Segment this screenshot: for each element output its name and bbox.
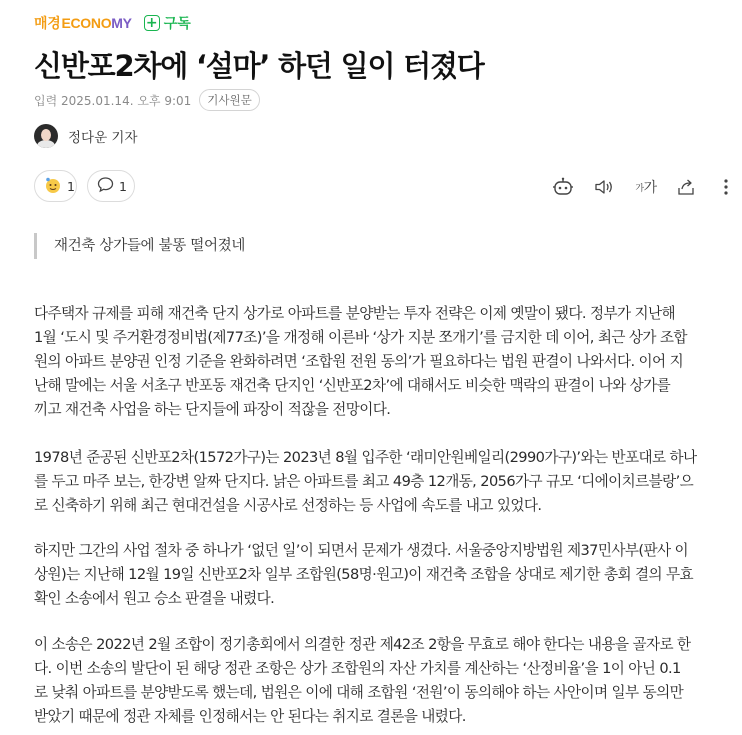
article-paragraph-4: [34, 633, 734, 729]
paragraph-line: 1월 ‘도시 및 주거환경정비법(제77조)’을 개정해 이른바 ‘상가 지분 쪼개기’를 금지한 데 이어, 최근 상가 조합: [34, 329, 687, 346]
logo-main: ECONO: [61, 15, 112, 31]
robot-icon: [552, 177, 574, 197]
font-size-small-label: 가: [635, 183, 644, 194]
speaker-icon: [594, 178, 614, 196]
summary-bot-button[interactable]: [551, 176, 575, 198]
ellipsis-icon: [723, 177, 729, 197]
paragraph-line: 이 소송은 2022년 2월 조합이 정기총회에서 의결한 정관 제42조 2항을 무효로 해야 한다는 내용을 골자로 한: [34, 636, 691, 653]
published-timestamp: 입력 2025.01.14. 오후 9:01: [34, 93, 192, 108]
paragraph-line: 확인 소송에서 원고 승소 판결을 내렸다.: [34, 590, 275, 607]
emoji-reaction-icon: [44, 176, 62, 197]
text-to-speech-button[interactable]: [592, 176, 616, 198]
reaction-count: 1: [67, 178, 75, 194]
logo-prefix: 매경: [34, 15, 61, 31]
comment-bubble-icon: [97, 176, 114, 196]
paragraph-line: 다. 이번 소송의 발단이 된 해당 정관 조항은 상가 조합원의 자산 가치를 계산하는 ‘산정비율’을 1이 아닌 0.1: [34, 660, 681, 677]
author-name: 정다운 기자: [68, 130, 138, 146]
paragraph-line: 끼고 재건축 사업을 하는 단지들에 파장이 적잖을 전망이다.: [34, 401, 391, 418]
article-title: 신반포2차에 ‘설마’ 하던 일이 터졌다: [34, 49, 484, 83]
subscribe-label: 구독: [163, 16, 191, 32]
article-paragraph-2: [34, 446, 734, 518]
author-row[interactable]: [34, 122, 138, 150]
more-options-button[interactable]: [714, 176, 738, 198]
paragraph-line: 난해 말에는 서울 서초구 반포동 재건축 단지인 ‘신반포2차’에 대해서도 비슷한 맥락의 판결이 나와 상가를: [34, 377, 671, 394]
reaction-button[interactable]: [34, 170, 77, 202]
subscribe-button[interactable]: [144, 13, 191, 33]
share-button[interactable]: [674, 176, 698, 198]
paragraph-line: 원의 아파트 분양권 인정 기준을 완화하려면 ‘조합원 전원 동의’가 필요하다는 법원 판결이 나와서다. 이어 지: [34, 353, 684, 370]
paragraph-line: 하지만 그간의 사업 절차 중 하나가 ‘없던 일’이 되면서 문제가 생겼다. 서울중앙지방법원 제37민사부(판사 이: [34, 542, 688, 559]
article-meta: [34, 89, 260, 111]
original-article-link[interactable]: 기사원문: [199, 89, 259, 111]
paragraph-line: 로 낮춰 아파트를 분양받도록 했는데, 법원은 이에 대해 조합원 ‘전원’이 동의해야 하는 사안이며 일부 동의만: [34, 684, 684, 701]
article-subheading: 재건축 상가들에 불똥 떨어졌네: [34, 233, 245, 259]
paragraph-line: 로 신축하기 위해 최근 현대건설을 시공사로 선정하는 등 사업에 속도를 내고 있었다.: [34, 497, 542, 514]
paragraph-line: 다주택자 규제를 피해 재건축 단지 상가로 아파트를 분양받는 투자 전략은 이제 옛말이 됐다. 정부가 지난해: [34, 305, 675, 322]
paragraph-line: 받았기 때문에 정관 자체를 인정해서는 안 된다는 취지로 결론을 내렸다.: [34, 708, 466, 725]
brand-row: [34, 12, 191, 34]
author-avatar: [34, 124, 58, 148]
article-paragraph-1: [34, 302, 734, 422]
logo-accent: MY: [111, 15, 132, 31]
font-size-big-label: 가: [643, 180, 657, 196]
paragraph-line: 상원)는 지난해 12월 19일 신반포2차 일부 조합원(58명·원고)이 재건축 조합을 상대로 제기한 총회 결의 무효: [34, 566, 694, 583]
article-paragraph-3: [34, 539, 734, 611]
paragraph-line: 를 두고 마주 보는, 한강변 알짜 단지다. 낡은 아파트를 최고 49층 12개동, 2056가구 규모 ‘디에이치르블랑’으: [34, 473, 694, 490]
paragraph-line: 1978년 준공된 신반포2차(1572가구)는 2023년 8월 입주한 ‘래미안원베일리(2990가구)’와는 반포대로 하나: [34, 449, 697, 466]
comment-button[interactable]: [87, 170, 135, 202]
font-size-button[interactable]: [634, 176, 658, 198]
plus-icon: +: [144, 15, 160, 31]
comment-count: 1: [119, 178, 127, 194]
press-logo[interactable]: [34, 13, 132, 33]
action-row: [34, 170, 736, 204]
share-icon: [676, 178, 696, 196]
